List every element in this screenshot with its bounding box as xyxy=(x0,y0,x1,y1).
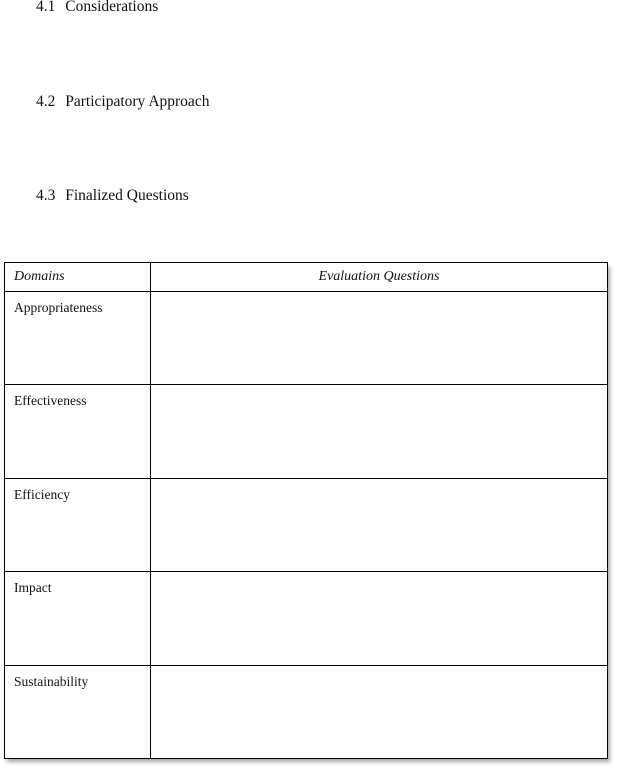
section-title: Participatory Approach xyxy=(65,93,210,110)
table-row xyxy=(5,665,608,758)
evaluation-questions-table xyxy=(4,262,607,758)
header-evaluation-questions: Evaluation Questions xyxy=(151,263,608,292)
questions-cell[interactable] xyxy=(151,478,608,571)
table-row xyxy=(5,292,608,385)
questions-cell[interactable] xyxy=(151,665,608,758)
section-title: Considerations xyxy=(65,0,159,15)
header-domains: Domains xyxy=(5,263,151,292)
domain-cell: Effectiveness xyxy=(5,385,151,478)
domain-cell: Sustainability xyxy=(5,665,151,758)
domain-cell: Efficiency xyxy=(5,478,151,571)
domain-cell: Impact xyxy=(5,572,151,665)
table-row xyxy=(5,572,608,665)
table-row xyxy=(5,478,608,571)
section-heading-finalized-questions xyxy=(36,187,189,205)
questions-cell[interactable] xyxy=(151,292,608,385)
table-header-row xyxy=(5,263,608,292)
section-number: 4.2 xyxy=(36,93,56,110)
section-number: 4.1 xyxy=(36,0,56,15)
table-row xyxy=(5,385,608,478)
section-heading-participatory-approach xyxy=(36,93,209,111)
questions-cell[interactable] xyxy=(151,385,608,478)
section-number: 4.3 xyxy=(36,187,56,204)
section-title: Finalized Questions xyxy=(65,187,189,204)
questions-cell[interactable] xyxy=(151,572,608,665)
section-heading-considerations xyxy=(36,0,158,16)
domain-cell: Appropriateness xyxy=(5,292,151,385)
